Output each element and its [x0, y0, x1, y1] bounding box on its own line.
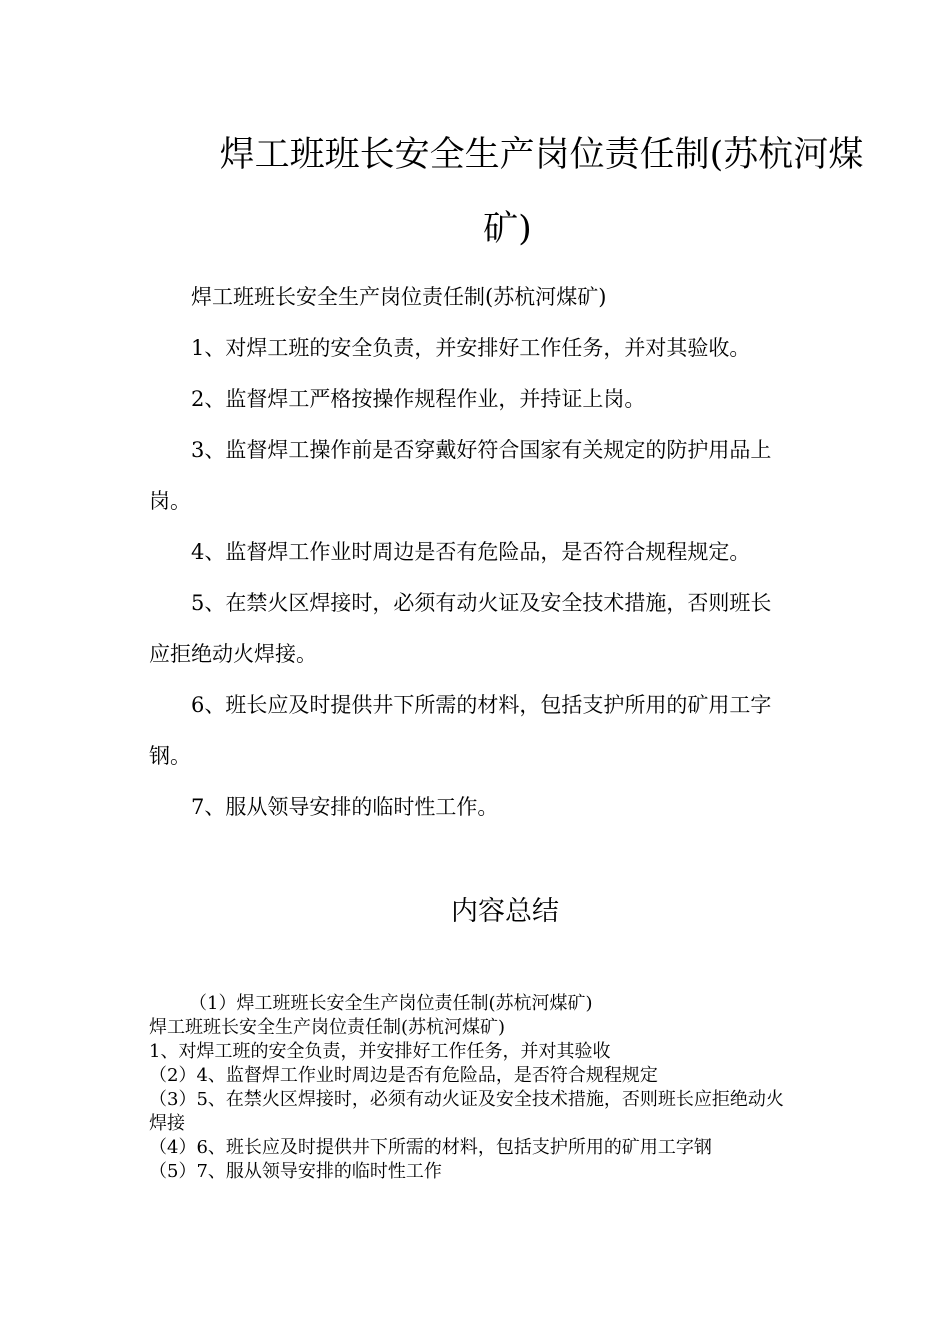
body-paragraph: 2、监督焊工严格按操作规程作业，并持证上岗。 [191, 387, 646, 411]
body-paragraph: 3、监督焊工操作前是否穿戴好符合国家有关规定的防护用品上岗。 [149, 438, 772, 513]
summary-line: 1、对焊工班的安全负责，并安排好工作任务，并对其验收 [149, 1041, 611, 1062]
summary-line: （2）4、监督焊工作业时周边是否有危险品，是否符合规程规定 [149, 1065, 658, 1086]
summary-line: 焊工班班长安全生产岗位责任制(苏杭河煤矿) [149, 1017, 506, 1038]
document-body [149, 272, 789, 833]
summary-line: （4）6、班长应及时提供井下所需的材料，包括支护所用的矿用工字钢 [149, 1137, 712, 1158]
body-paragraph: 4、监督焊工作业时周边是否有危险品，是否符合规程规定。 [191, 540, 751, 564]
summary-line: （3）5、在禁火区焊接时，必须有动火证及安全技术措施，否则班长应拒绝动火焊接 [149, 1089, 784, 1134]
summary-section [149, 992, 799, 1184]
summary-line: （5）7、服从领导安排的临时性工作 [149, 1161, 442, 1182]
body-paragraph: 1、对焊工班的安全负责，并安排好工作任务，并对其验收。 [191, 336, 751, 360]
summary-line: （1）焊工班班长安全生产岗位责任制(苏杭河煤矿) [189, 993, 593, 1014]
document-title: 焊工班班长安全生产岗位责任制(苏杭河煤矿) [219, 135, 864, 249]
body-paragraph: 5、在禁火区焊接时，必须有动火证及安全技术措施，否则班长应拒绝动火焊接。 [149, 591, 772, 666]
summary-heading: 内容总结 [451, 896, 559, 927]
body-paragraph: 焊工班班长安全生产岗位责任制(苏杭河煤矿) [191, 285, 607, 309]
body-paragraph: 6、班长应及时提供井下所需的材料，包括支护所用的矿用工字钢。 [149, 693, 772, 768]
body-paragraph: 7、服从领导安排的临时性工作。 [191, 795, 499, 819]
